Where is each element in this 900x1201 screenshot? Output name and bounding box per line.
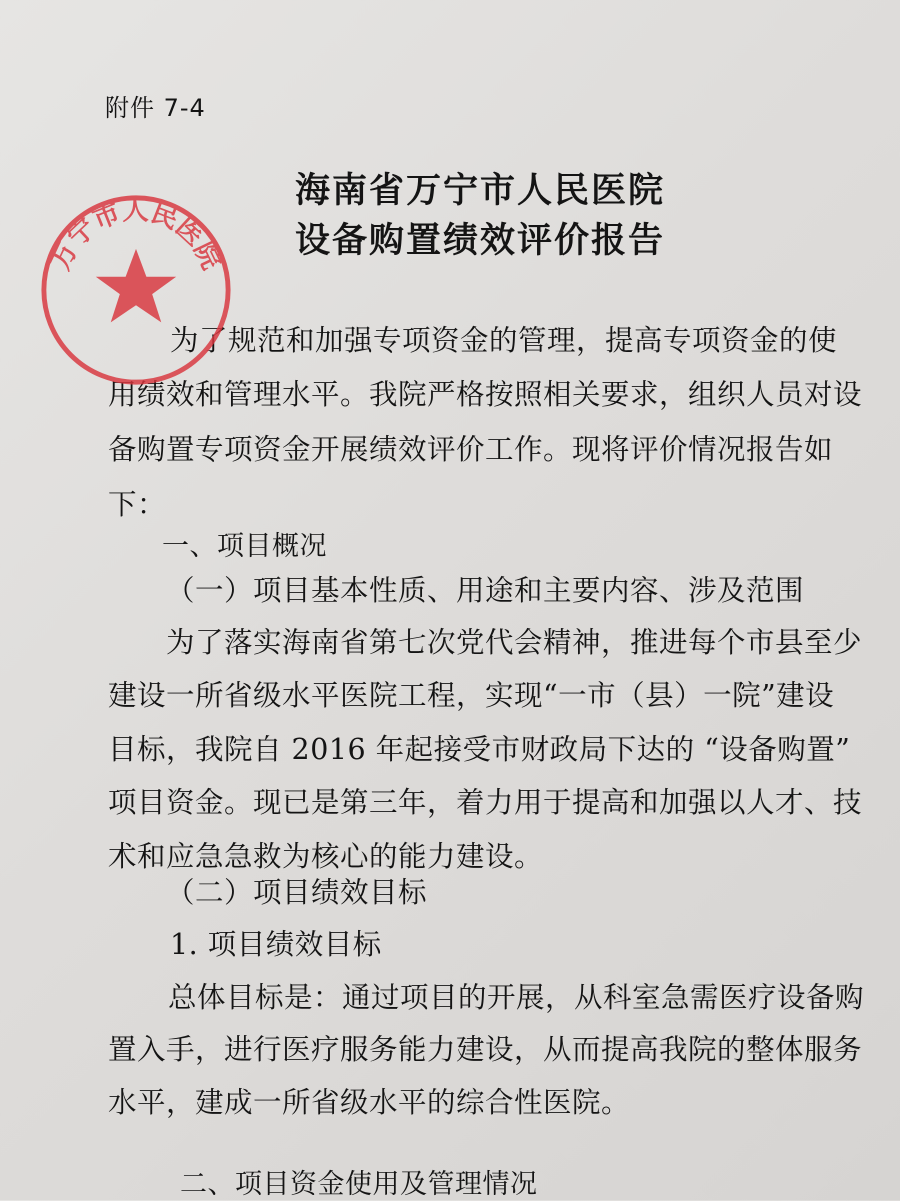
report-title-line-1: 海南省万宁市人民医院 — [294, 171, 665, 211]
intro-line-3: 备购置专项资金开展绩效评价工作。现将评价情况报告如 — [108, 433, 834, 466]
sub1-line-1: 为了落实海南省第七次党代会精神，推进每个市县至少 — [166, 626, 863, 659]
intro-line-4: 下： — [108, 488, 167, 521]
intro-line-1: 为了规范和加强专项资金的管理，提高专项资金的使 — [170, 324, 838, 357]
sub1-line-4: 项目资金。现已是第三年，着力用于提高和加强以人才、技 — [108, 786, 863, 819]
item1-line-1: 总体目标是：通过项目的开展，从科室急需医疗设备购 — [168, 981, 865, 1014]
subsection-1-heading: （一）项目基本性质、用途和主要内容、涉及范围 — [166, 574, 805, 607]
item-1-heading: 1. 项目绩效目标 — [170, 928, 382, 961]
subsection-2-heading: （二）项目绩效目标 — [166, 876, 428, 909]
sub1-line-2: 建设一所省级水平医院工程，实现“一市（县）一院”建设 — [108, 679, 835, 712]
seal-ring-text: 万宁市人民医院 — [44, 195, 227, 275]
sub1-line-3: 目标，我院自 2016 年起接受市财政局下达的 “设备购置” — [108, 733, 851, 766]
item1-line-3: 水平，建成一所省级水平的综合性医院。 — [108, 1086, 631, 1119]
attachment-label: 附件 7-4 — [105, 94, 206, 122]
section-2-heading: 二、项目资金使用及管理情况 — [180, 1169, 538, 1200]
section-1-heading: 一、项目概况 — [162, 531, 327, 562]
sub1-line-5: 术和应急急救为核心的能力建设。 — [108, 840, 544, 873]
intro-line-2: 用绩效和管理水平。我院严格按照相关要求，组织人员对设 — [108, 378, 863, 411]
item1-line-2: 置入手，进行医疗服务能力建设，从而提高我院的整体服务 — [108, 1033, 863, 1066]
report-title-line-2: 设备购置绩效评价报告 — [294, 221, 665, 261]
seal-star-icon — [96, 249, 176, 323]
hospital-seal-stamp — [38, 192, 234, 388]
